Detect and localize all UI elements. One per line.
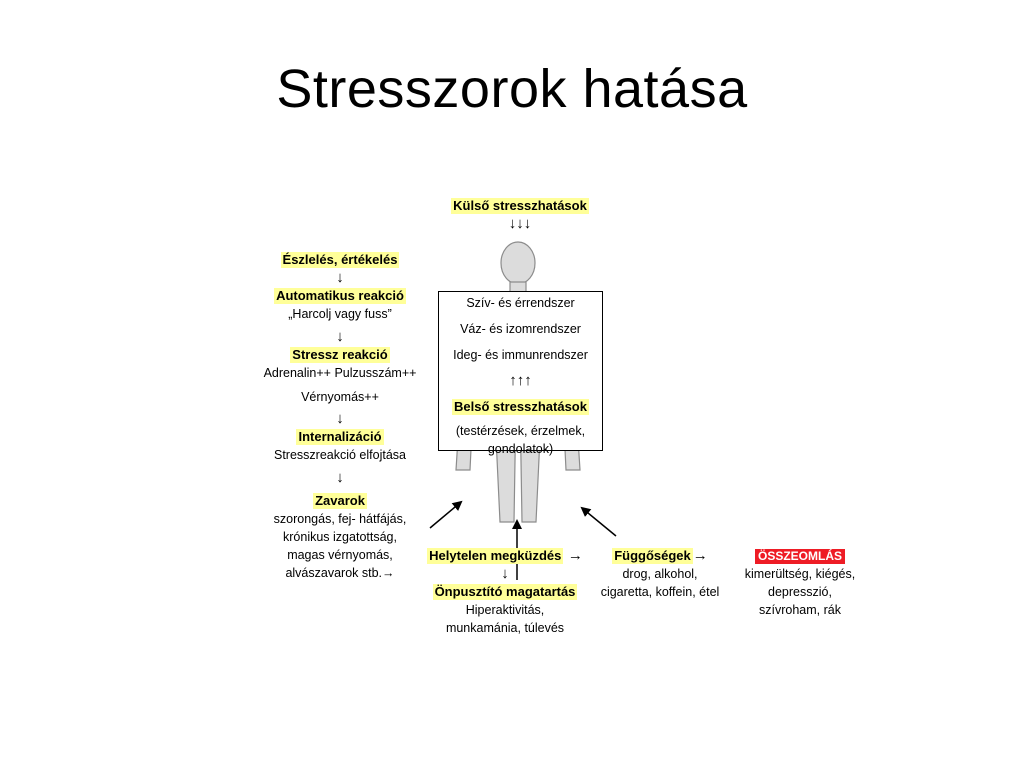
disorders-label: Zavarok — [315, 493, 365, 508]
self-destructive-line: munkamánia, túlevés — [445, 621, 565, 635]
internal-stressors-text: (testérzések, érzelmek, — [455, 424, 586, 438]
disorders-line: alvászavarok stb.→ — [285, 566, 395, 580]
system-musculoskeletal: Váz- és izomrendszer — [460, 322, 581, 336]
arrow-down: ↓ — [336, 469, 344, 486]
stress-reaction-text: Adrenalin++ Pulzusszám++ — [263, 366, 417, 380]
body-systems-box — [438, 291, 603, 456]
perception-label: Észlelés, értékelés — [282, 252, 398, 267]
arrow-down: ↓ — [336, 269, 344, 286]
internal-stressors-text: gondolatok) — [487, 442, 554, 456]
stress-reaction-label: Stressz reakció — [292, 347, 388, 362]
external-stressors — [420, 197, 620, 233]
collapse — [730, 547, 870, 619]
automatic-reaction-label: Automatikus reakció — [276, 288, 404, 303]
silhouette-head — [501, 242, 535, 284]
disorders-line: szorongás, fej- hátfájás, — [273, 512, 407, 526]
internalization-text: Stresszreakció elfojtása — [273, 448, 406, 462]
arrow-right-diagonal — [582, 508, 616, 536]
collapse-line: szívroham, rák — [759, 603, 841, 617]
collapse-label: ÖSSZEOMLÁS — [755, 549, 845, 564]
self-destructive-line: Hiperaktivitás, — [465, 603, 545, 617]
system-cardiovascular: Szív- és érrendszer — [466, 296, 575, 310]
arrow-down: ↓ — [336, 328, 344, 345]
wrong-coping-label: Helytelen megküzdés — [429, 548, 562, 563]
automatic-reaction-text: „Harcolj vagy fuss” — [288, 307, 392, 321]
self-destructive-label: Önpusztító magatartás — [434, 584, 576, 599]
up-arrows: ↑↑↑ — [509, 372, 532, 389]
collapse-line: kimerültség, kiégés, — [744, 567, 856, 581]
collapse-line: depresszió, — [768, 585, 832, 599]
addictions-label: Függőségek — [614, 548, 691, 563]
arrow-right: → — [692, 547, 708, 564]
disorders-line: krónikus izgatottság, — [283, 530, 397, 544]
system-nervous-immune: Ideg- és immunrendszer — [453, 348, 588, 362]
external-arrows: ↓↓↓ — [508, 215, 532, 232]
arrow-right: → — [567, 547, 583, 564]
arrow-down: ↓ — [501, 565, 509, 582]
addictions-line: drog, alkohol, — [622, 567, 698, 581]
internal-stressors-label: Belső stresszhatások — [454, 399, 587, 414]
arrow-down: ↓ — [336, 410, 344, 427]
left-chain — [240, 251, 440, 582]
addictions — [575, 547, 745, 601]
internalization-label: Internalizáció — [298, 429, 382, 444]
external-label: Külső stresszhatások — [453, 198, 587, 213]
stress-reaction-text: Vérnyomás++ — [301, 390, 379, 404]
addictions-line: cigaretta, koffein, étel — [600, 585, 720, 599]
page-title: Stresszorok hatása — [276, 59, 748, 119]
disorders-line: magas vérnyomás, — [287, 548, 393, 562]
